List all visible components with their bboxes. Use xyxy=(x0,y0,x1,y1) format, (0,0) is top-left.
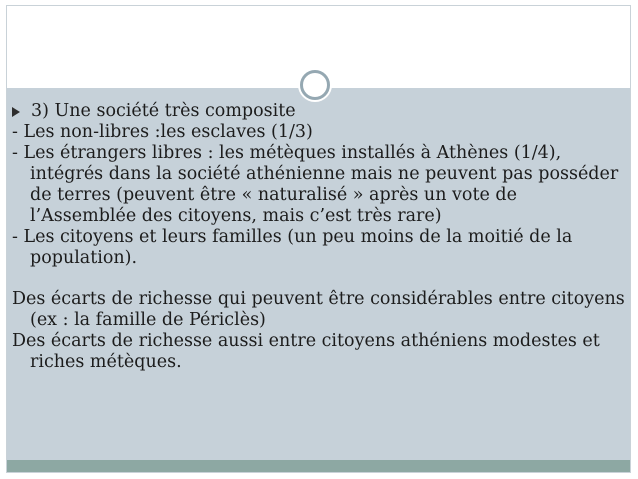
non-free-line: - Les non-libres :les esclaves (1/3) xyxy=(12,122,313,142)
ring-icon xyxy=(300,70,330,100)
slide-body xyxy=(12,101,628,373)
spacer xyxy=(12,269,628,289)
triangle-bullet-icon xyxy=(12,107,20,117)
wealth-gap-paragraph-1: Des écarts de richesse qui peuvent être considérables entre citoyens (ex : la famille de Périclès) xyxy=(12,289,625,330)
foreigners-paragraph: - Les étrangers libres : les métèques installés à Athènes (1/4), intégrés dans la société athénienne mais ne peuvent pas posséder de terres (peuvent être « naturalisé » après un vote de l’Assemblée des citoyens, mais c’est très rare) xyxy=(12,143,619,226)
citizens-paragraph: - Les citoyens et leurs familles (un peu moins de la moitié de la population). xyxy=(12,227,573,268)
wealth-gap-paragraph-2: Des écarts de richesse aussi entre citoyens athéniens modestes et riches métèques. xyxy=(12,331,600,372)
bullet-text: 3) Une société très composite xyxy=(31,101,296,121)
bullet-item xyxy=(12,101,628,122)
